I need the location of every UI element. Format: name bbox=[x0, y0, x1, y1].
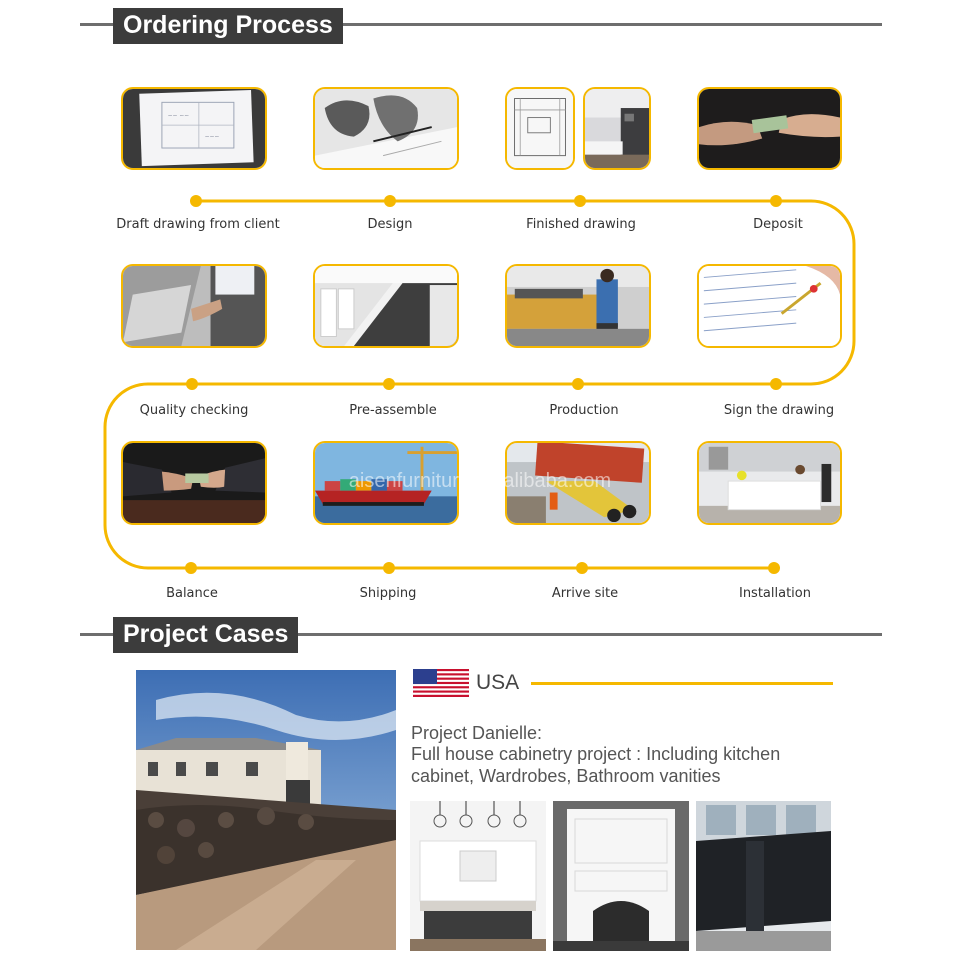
country-underline bbox=[531, 682, 833, 685]
flow-dot bbox=[768, 562, 780, 574]
project-cases-title: Project Cases bbox=[113, 617, 298, 653]
flow-dot bbox=[384, 195, 396, 207]
project-island-photo bbox=[696, 801, 831, 951]
flow-dot bbox=[383, 562, 395, 574]
step-label-deposit: Deposit bbox=[753, 217, 803, 232]
flow-dot bbox=[770, 378, 782, 390]
step-image-floor-plan bbox=[505, 87, 575, 170]
project-name: Project Danielle: bbox=[411, 723, 543, 743]
step-label-arrive-site: Arrive site bbox=[551, 586, 619, 601]
step-label-pre-assemble: Pre-assemble bbox=[349, 403, 437, 418]
flow-dot bbox=[770, 195, 782, 207]
step-image-design bbox=[313, 87, 459, 170]
step-label-quality-checking: Quality checking bbox=[139, 403, 249, 418]
flow-dot bbox=[186, 378, 198, 390]
step-image-installation bbox=[697, 441, 842, 525]
step-label-finished-drawing: Finished drawing bbox=[526, 217, 636, 232]
step-image-pre-assemble bbox=[313, 264, 459, 348]
svg-text:~~ ~~: ~~ ~~ bbox=[167, 113, 190, 120]
step-label-sign-drawing: Sign the drawing bbox=[723, 403, 835, 418]
ordering-process-title: Ordering Process bbox=[113, 8, 343, 44]
step-image-balance bbox=[121, 441, 267, 525]
project-kitchen-photo bbox=[410, 801, 546, 951]
flow-dot bbox=[383, 378, 395, 390]
flow-dot bbox=[190, 195, 202, 207]
step-label-draft-drawing: Draft drawing from client bbox=[116, 217, 280, 232]
step-label-shipping: Shipping bbox=[359, 586, 417, 601]
step-image-production bbox=[505, 264, 651, 348]
step-image-deposit bbox=[697, 87, 842, 170]
step-image-sign-drawing bbox=[697, 264, 842, 348]
flow-dot bbox=[572, 378, 584, 390]
step-label-design: Design bbox=[367, 217, 413, 232]
step-label-production: Production bbox=[549, 403, 619, 418]
step-label-balance: Balance bbox=[166, 586, 218, 601]
project-description-line1: Full house cabinetry project : Including kitchen bbox=[411, 744, 781, 764]
svg-text:~~~: ~~~ bbox=[204, 134, 220, 141]
project-description-line2: cabinet, Wardrobes, Bathroom vanities bbox=[411, 766, 721, 786]
project-country: USA bbox=[476, 671, 520, 694]
step-label-installation: Installation bbox=[738, 586, 811, 601]
flow-dot bbox=[574, 195, 586, 207]
usa-flag-icon bbox=[413, 669, 469, 697]
step-image-kitchen-render bbox=[583, 87, 651, 170]
flow-dot bbox=[185, 562, 197, 574]
step-image-quality-checking bbox=[121, 264, 267, 348]
step-image-draft-drawing bbox=[121, 87, 267, 170]
flow-dot bbox=[576, 562, 588, 574]
project-fireplace-photo bbox=[553, 801, 689, 951]
project-house-photo bbox=[136, 670, 396, 950]
watermark: aisenfurniture.en.alibaba.com bbox=[348, 470, 612, 492]
